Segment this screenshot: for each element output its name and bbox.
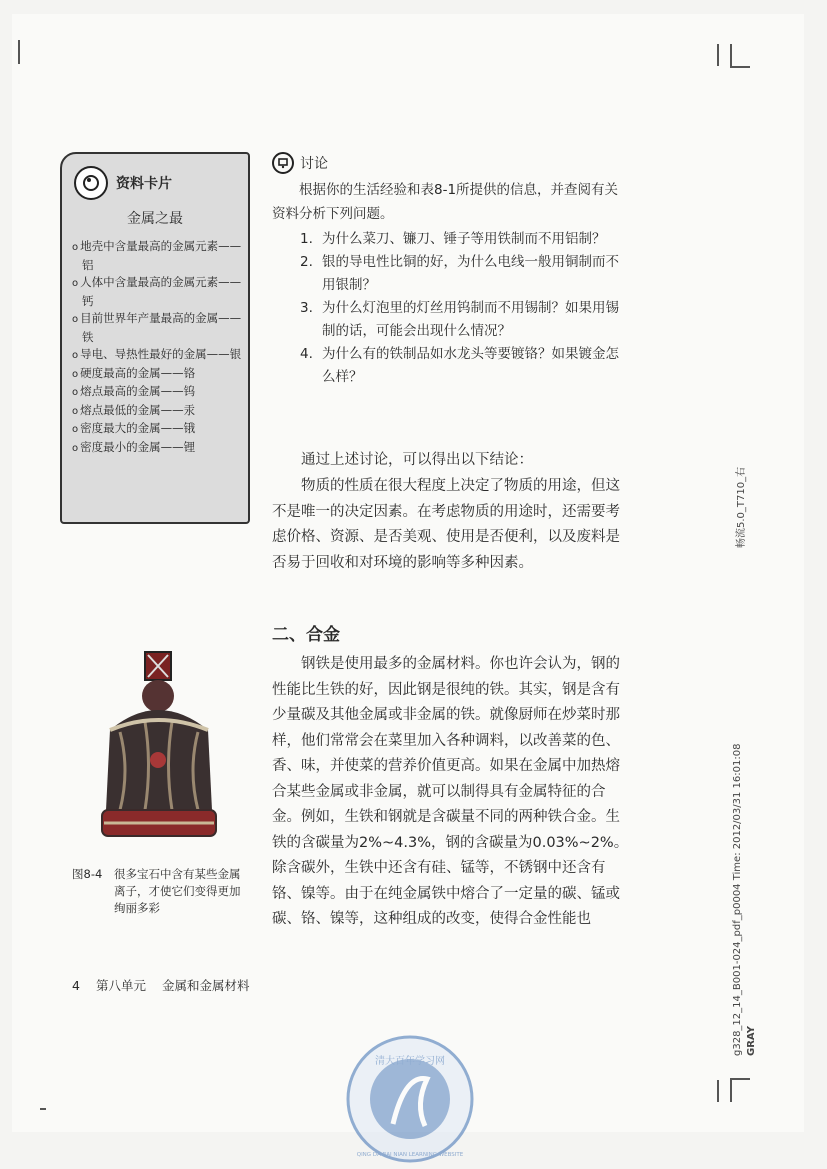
info-card [60,152,250,524]
conclusion-body: 物质的性质在很大程度上决定了物质的用途，但这不是唯一的决定因素。在考虑物质的用途时，还需要考虑价格、资源、是否美观、使用是否便利，以及废料是否易于回收和对环境的影响等多种因素。 [272,478,620,571]
figure-number: 图8-4 [72,867,103,881]
crop-mark [717,44,719,66]
margin-note-top: 畅流5.0_T710_右 [736,466,747,548]
list-item: o 密度最小的金属——锂 [72,439,244,458]
list-item: o 目前世界年产量最高的金属——铁 [72,310,244,346]
conclusion-lead: 通过上述讨论，可以得出以下结论： [301,452,533,468]
question-item [300,228,630,251]
unit-title: 金属和金属材料 [161,978,250,993]
question-number: 4. [300,346,313,362]
crown-image [90,650,240,850]
question-text: 为什么有的铁制品如水龙头等要镀铬？如果镀金怎么样？ [322,346,619,385]
crop-mark [18,40,20,64]
crop-mark [717,1080,719,1102]
figure-caption-text: 很多宝石中含有某些金属离子，才使它们变得更加绚丽多彩 [114,867,241,915]
page-footer [72,976,261,994]
list-item: o 人体中含量最高的金属元素——钙 [72,274,244,310]
list-item: o 密度最大的金属——锇 [72,420,244,439]
info-card-list [72,238,244,457]
page-number: 4 [72,978,80,993]
figure-caption [72,866,252,917]
discussion-label: 讨论 [300,156,328,172]
question-number: 2. [300,254,313,270]
list-item: o 熔点最低的金属——汞 [72,402,244,421]
question-item [300,297,630,343]
margin-note-bottom: g328_12_14_B001-024_pdf_p0004 Time: 2012/03/31 16:01:08 [732,743,743,1056]
info-card-title: 资料卡片 [116,176,172,192]
section-body: 钢铁是使用最多的金属材料。你也许会认为，钢的性能比生铁的好，因此钢是很纯的铁。其实，钢是含有少量碳及其他金属或非金属的铁。就像厨师在炒菜时那样，他们常常会在菜里加入各种调料，以改善菜的色、香、味，并使菜的营养价值更高。如果在金属中加热熔合某些金属或非金属，就可以制得具有金属特征的合金。例如，生铁和钢就是含碳量不同的两种铁合金。生铁的含碳量为2%~4.3%，钢的含碳量为0.03%~2%。除含碳外，生铁中还含有硅、锰等，不锈钢中还含有铬、镍等。由于在纯金属铁中熔合了一定量的碳、锰或碳、铬、镍等，这种组成的改变，使得合金性能也 [272,656,629,927]
crop-mark [730,66,750,68]
list-item: o 熔点最高的金属——钨 [72,383,244,402]
crop-mark [730,1078,750,1080]
discussion-intro: 根据你的生活经验和表8-1所提供的信息，并查阅有关资料分析下列问题。 [272,182,619,222]
question-text: 银的导电性比铜的好，为什么电线一般用铜制而不用银制？ [322,254,619,293]
watermark-name-top: 清大百年学习网 [375,1056,445,1067]
list-item: o 硬度最高的金属——铬 [72,365,244,384]
question-text: 为什么菜刀、镰刀、锤子等用铁制而不用铝制？ [322,231,606,247]
question-item [300,251,630,297]
question-list [300,228,630,389]
discussion-icon [272,152,294,174]
question-number: 1. [300,231,313,247]
list-item: o 地壳中含量最高的金属元素——铝 [72,238,244,274]
question-text: 为什么灯泡里的灯丝用钨制而不用锡制？如果用锡制的话，可能会出现什么情况？ [322,300,619,339]
info-card-subtitle: 金属之最 [127,211,183,227]
crop-mark [730,44,732,66]
watermark-logo [345,1034,475,1164]
watermark-name-bottom: QING DA BAI NIAN LEARNING WEBSITE [356,1152,464,1158]
info-card-header [74,166,172,200]
crop-mark [40,1108,46,1110]
unit-name: 第八单元 [95,978,146,993]
info-card-icon [74,166,108,200]
question-number: 3. [300,300,313,316]
crop-mark [730,1080,732,1102]
margin-note-gray: GRAY [746,1026,757,1056]
question-item [300,343,630,389]
section-title: 二、合金 [272,625,340,645]
list-item: o 导电、导热性最好的金属——银 [72,346,244,365]
discussion-header [272,152,328,174]
